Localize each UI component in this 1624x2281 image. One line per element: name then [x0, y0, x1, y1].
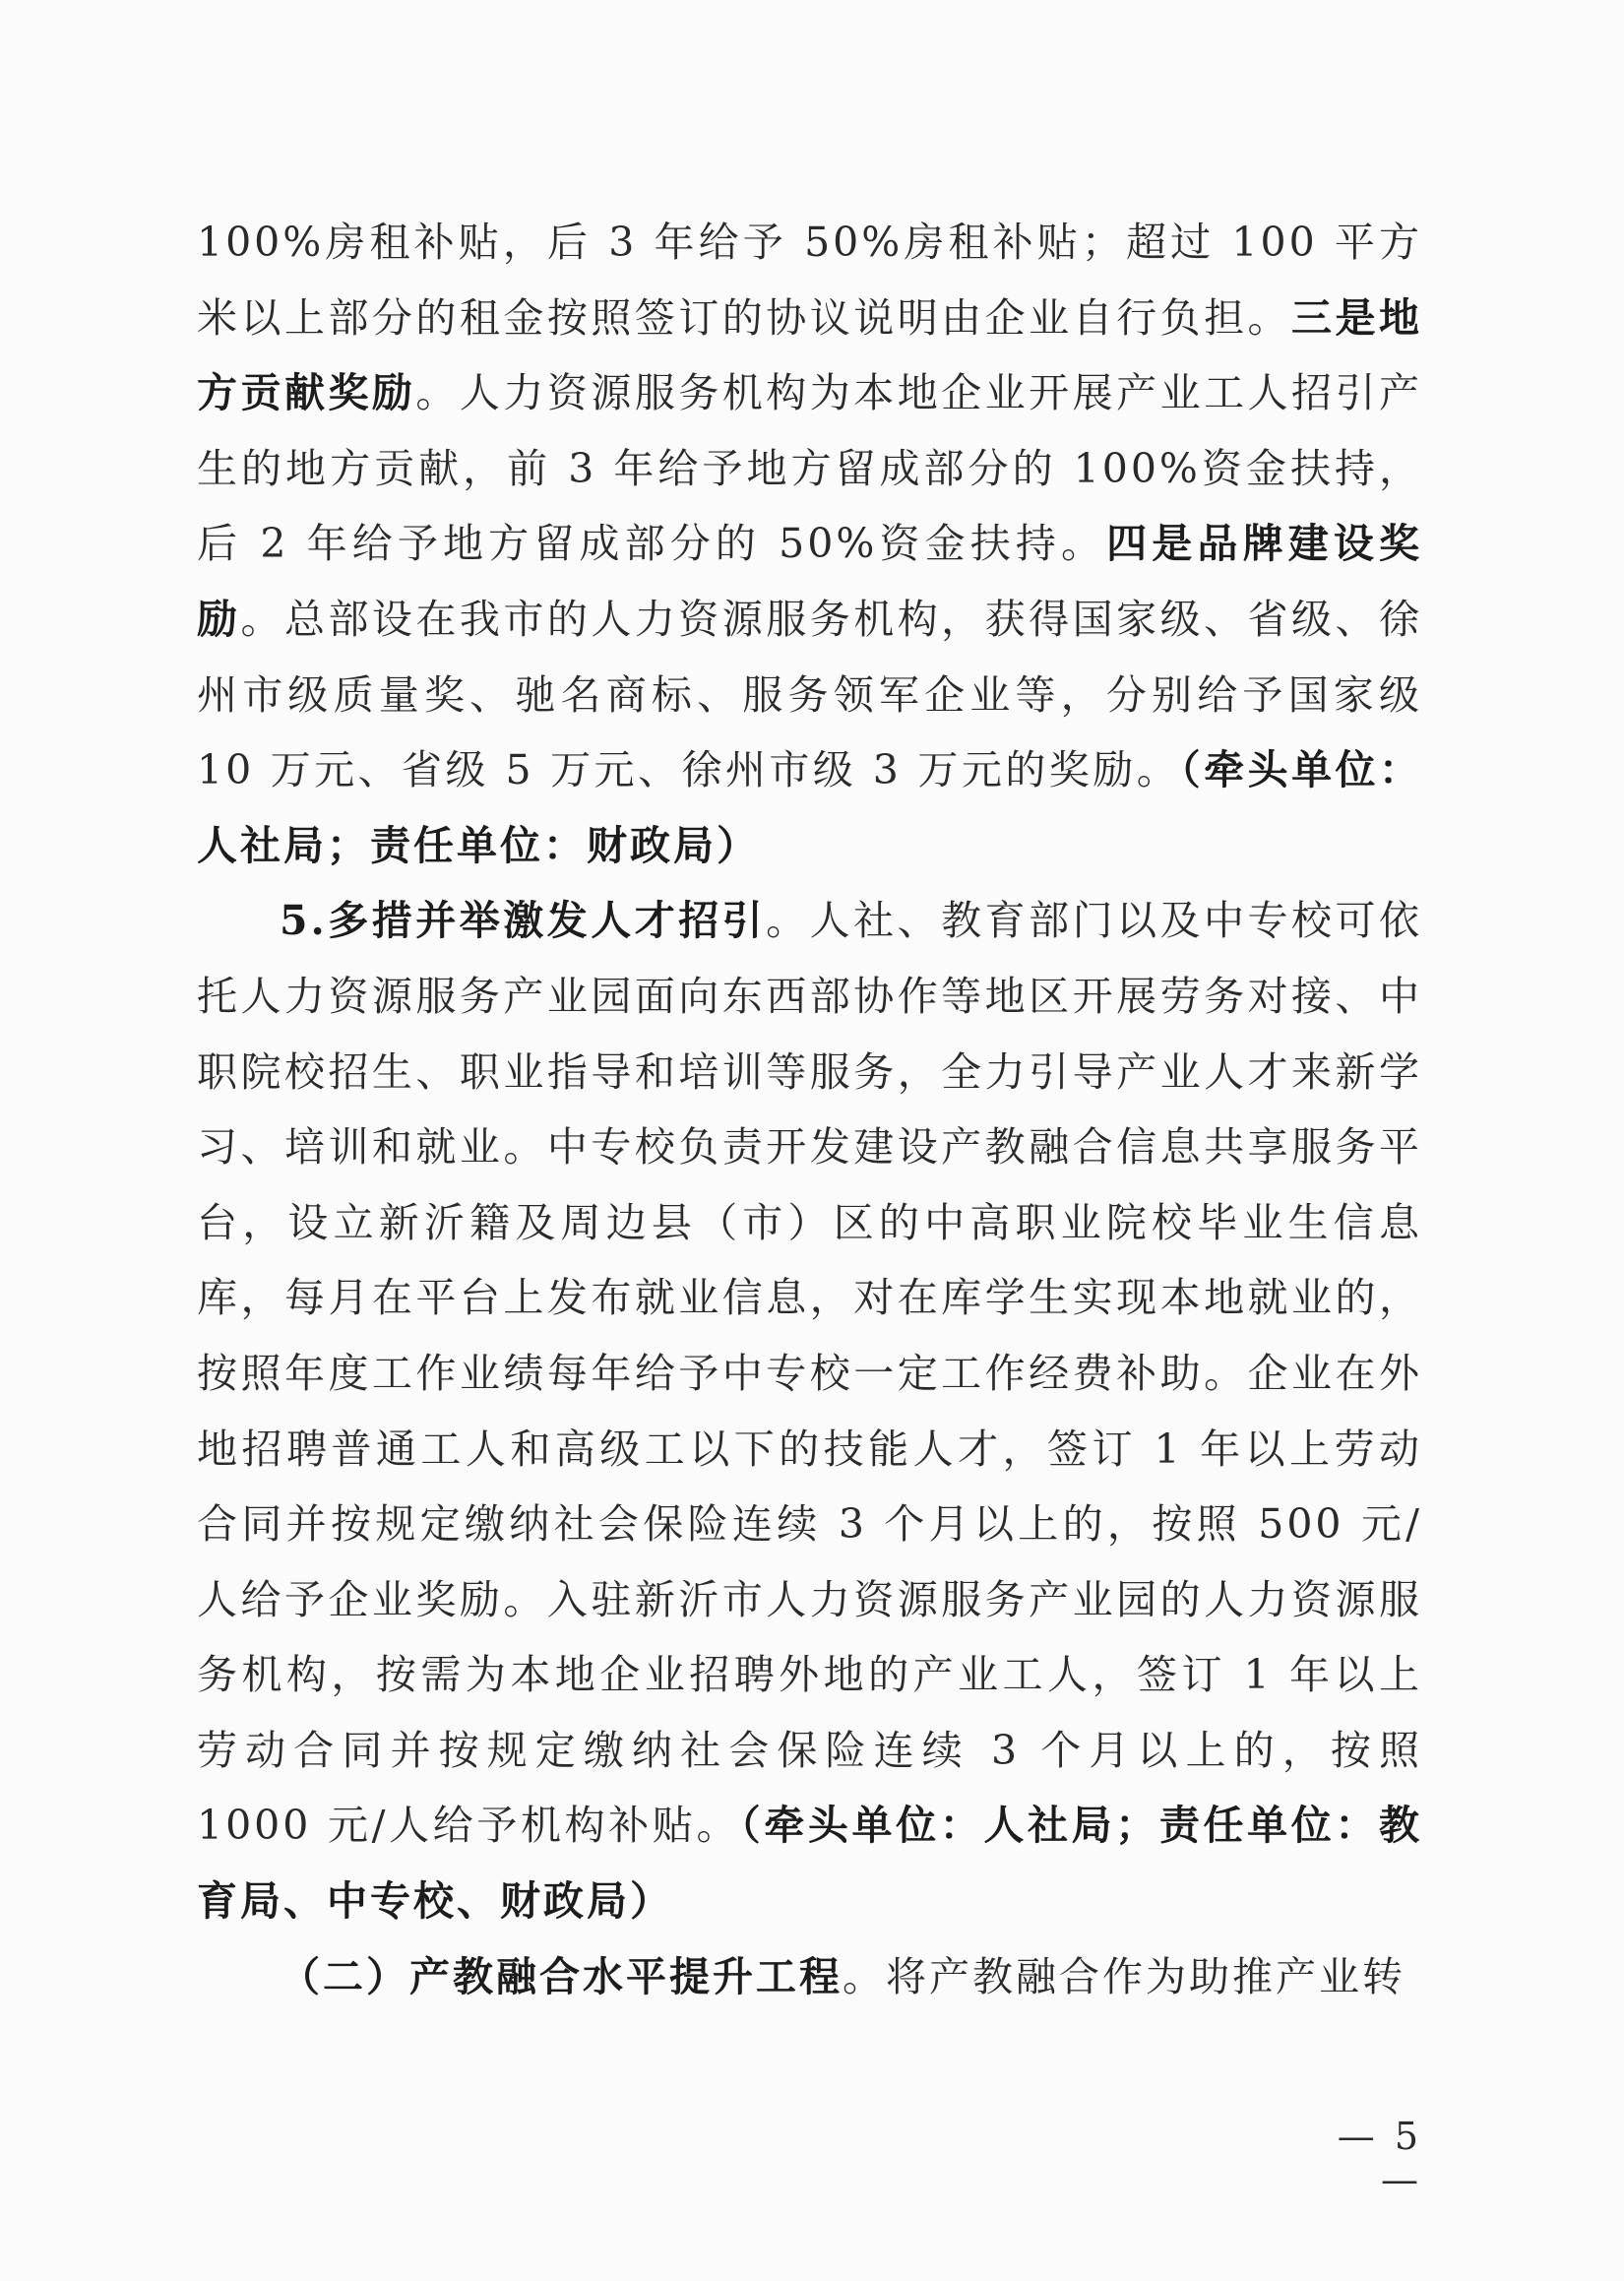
paragraph-rent-and-rewards — [197, 205, 1422, 883]
responsible-units-note: （牵头单位：人社局；责任单位：教育局、中专校、财政局） — [197, 1802, 1423, 1926]
paragraph-industry-education — [197, 1939, 1422, 2015]
text-rent-subsidy: 100%房租补贴，后 3 年给予 50%房租补贴；超过 100 平方米以上部分的租金按照签订的协议说明由企业自行负担。 — [197, 219, 1422, 342]
text-talent-recruitment: 。人社、教育部门以及中专校可依托人力资源服务产业园面向东西部协作等地区开展劳务对接、中职院校招生、职业指导和培训等服务，全力引导产业人才来新学习、培训和就业。中专校负责开发建设产教融合信息共享服务平台，设立新沂籍及周边县（市）区的中高职业院校毕业生信息库，每月在平台上发布就业信息，对在库学生实现本地就业的，按照年度工作业绩每年给予中专校一定工作经费补助。企业在外地招聘普通工人和高级工以下的技能人才，签订 1 年以上劳动合同并按规定缴纳社会保险连续 3 个月以上的，按照 500 元/人给予企业奖励。入驻新沂市人力资源服务产业园的人力资源服务机构，按需为本地企业招聘外地的产业工人，签订 1 年以上劳动合同并按规定缴纳社会保险连续 3 个月以上的，按照 1000 元/人给予机构补贴。 — [197, 897, 1422, 1850]
text-brand-building: 。总部设在我市的人力资源服务机构，获得国家级、省级、徐州市级质量奖、驰名商标、服务领军企业等，分别给予国家级 10 万元、省级 5 万元、徐州市级 3 万元的奖励。 — [197, 595, 1422, 794]
paragraph-talent-recruitment — [197, 883, 1422, 1938]
document-body — [197, 205, 1422, 2014]
text-local-contribution: 。人力资源服务机构为本地企业开展产业工人招引产生的地方贡献，前 3 年给予地方留成部分的 100%资金扶持，后 2 年给予地方留成部分的 50%资金扶持。 — [197, 369, 1423, 568]
text-industry-education: 。将产教融合作为助推产业转 — [843, 1952, 1405, 2000]
responsible-units-note: （牵头单位：人社局；责任单位：财政局） — [197, 746, 1422, 869]
heading-talent-recruitment: 5.多措并举激发人才招引 — [280, 897, 767, 945]
page-number: — 5 — — [1337, 2115, 1422, 2201]
heading-brand-building-reward: 四是品牌建设奖励 — [197, 520, 1423, 643]
heading-industry-education-project: （二）产教融合水平提升工程 — [280, 1952, 843, 2000]
heading-local-contribution-reward: 三是地方贡献奖励 — [197, 293, 1423, 417]
